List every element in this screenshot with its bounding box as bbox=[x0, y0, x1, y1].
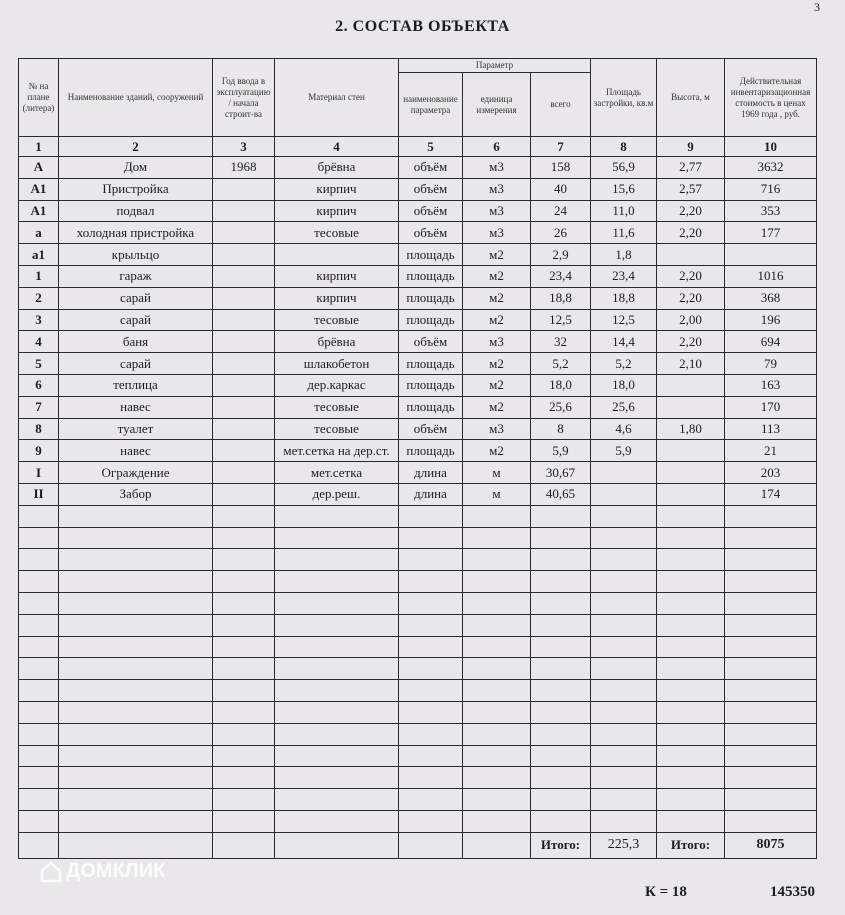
header-height: Высота, м bbox=[657, 59, 725, 137]
cell-unit: м2 bbox=[463, 374, 531, 396]
cell-lit: 1 bbox=[19, 265, 59, 287]
cell-lit: а bbox=[19, 222, 59, 244]
cell-unit: м2 bbox=[463, 309, 531, 331]
header-material: Материал стен bbox=[275, 59, 399, 137]
cell-cost: 174 bbox=[725, 483, 817, 505]
cell-height: 2,20 bbox=[657, 331, 725, 353]
cell-name: Дом bbox=[59, 157, 213, 179]
cell-height: 1,80 bbox=[657, 418, 725, 440]
table-row bbox=[19, 440, 817, 462]
empty-row bbox=[19, 636, 817, 658]
cell-area: 12,5 bbox=[591, 309, 657, 331]
cell-lit: 5 bbox=[19, 353, 59, 375]
cell-unit: м3 bbox=[463, 222, 531, 244]
cell-cost: 170 bbox=[725, 396, 817, 418]
cell-area: 14,4 bbox=[591, 331, 657, 353]
cell-unit: м2 bbox=[463, 396, 531, 418]
total-area-value: 225,3 bbox=[591, 832, 657, 858]
cell-height: 2,00 bbox=[657, 309, 725, 331]
column-number: 8 bbox=[591, 137, 657, 157]
cell-area: 18,8 bbox=[591, 287, 657, 309]
cell-name: Пристройка bbox=[59, 178, 213, 200]
cell-year bbox=[213, 222, 275, 244]
cell-height: 2,77 bbox=[657, 157, 725, 179]
cell-param: площадь bbox=[399, 353, 463, 375]
column-number: 9 bbox=[657, 137, 725, 157]
cell-cost: 79 bbox=[725, 353, 817, 375]
empty-row bbox=[19, 701, 817, 723]
table-row bbox=[19, 396, 817, 418]
object-composition-table bbox=[18, 58, 817, 859]
cell-param: площадь bbox=[399, 309, 463, 331]
cell-height bbox=[657, 462, 725, 484]
cell-unit: м2 bbox=[463, 440, 531, 462]
cell-total: 23,4 bbox=[531, 265, 591, 287]
column-number: 6 bbox=[463, 137, 531, 157]
table-row bbox=[19, 418, 817, 440]
cell-material: тесовые bbox=[275, 418, 399, 440]
cell-param: площадь bbox=[399, 440, 463, 462]
cell-year bbox=[213, 178, 275, 200]
cell-area: 25,6 bbox=[591, 396, 657, 418]
cell-year bbox=[213, 265, 275, 287]
cell-lit: 4 bbox=[19, 331, 59, 353]
cell-unit: м bbox=[463, 462, 531, 484]
house-logo-icon bbox=[40, 861, 62, 883]
empty-row bbox=[19, 614, 817, 636]
header-param-name: наименование параметра bbox=[399, 73, 463, 137]
header-unit: единица измерения bbox=[463, 73, 531, 137]
column-number: 7 bbox=[531, 137, 591, 157]
cell-param: объём bbox=[399, 178, 463, 200]
empty-row bbox=[19, 810, 817, 832]
cell-area: 11,0 bbox=[591, 200, 657, 222]
page-number: 3 bbox=[814, 0, 820, 14]
cell-total: 32 bbox=[531, 331, 591, 353]
empty-row bbox=[19, 745, 817, 767]
cell-year bbox=[213, 418, 275, 440]
cell-cost: 203 bbox=[725, 462, 817, 484]
cell-material: тесовые bbox=[275, 396, 399, 418]
cell-material: брёвна bbox=[275, 157, 399, 179]
cell-total: 40 bbox=[531, 178, 591, 200]
table-row bbox=[19, 462, 817, 484]
cell-lit: 2 bbox=[19, 287, 59, 309]
header-area: Площадь застройки, кв.м bbox=[591, 59, 657, 137]
cell-year: 1968 bbox=[213, 157, 275, 179]
cell-lit: А bbox=[19, 157, 59, 179]
cell-area: 15,6 bbox=[591, 178, 657, 200]
cell-lit: 3 bbox=[19, 309, 59, 331]
empty-row bbox=[19, 549, 817, 571]
table-row bbox=[19, 157, 817, 179]
cell-name: навес bbox=[59, 396, 213, 418]
column-number: 5 bbox=[399, 137, 463, 157]
table-row bbox=[19, 222, 817, 244]
cell-cost: 163 bbox=[725, 374, 817, 396]
empty-row bbox=[19, 505, 817, 527]
cell-lit: II bbox=[19, 483, 59, 505]
table-row bbox=[19, 353, 817, 375]
cell-total: 2,9 bbox=[531, 244, 591, 266]
cell-area: 11,6 bbox=[591, 222, 657, 244]
cell-name: туалет bbox=[59, 418, 213, 440]
table-row bbox=[19, 483, 817, 505]
empty-row bbox=[19, 571, 817, 593]
cell-name: Ограждение bbox=[59, 462, 213, 484]
table-row bbox=[19, 200, 817, 222]
header-cost: Действительная инвентаризационная стоимость в ценах 1969 года , руб. bbox=[725, 59, 817, 137]
cell-total: 8 bbox=[531, 418, 591, 440]
cell-unit: м3 bbox=[463, 157, 531, 179]
empty-row bbox=[19, 767, 817, 789]
cell-name: сарай bbox=[59, 353, 213, 375]
cell-material: кирпич bbox=[275, 178, 399, 200]
cell-height bbox=[657, 396, 725, 418]
table-row bbox=[19, 309, 817, 331]
total-cost-value: 8075 bbox=[725, 832, 817, 858]
cell-total: 18,8 bbox=[531, 287, 591, 309]
cell-area: 56,9 bbox=[591, 157, 657, 179]
header-total: всего bbox=[531, 73, 591, 137]
cell-param: площадь bbox=[399, 396, 463, 418]
cell-year bbox=[213, 440, 275, 462]
cell-year bbox=[213, 309, 275, 331]
cell-unit: м2 bbox=[463, 265, 531, 287]
cell-material bbox=[275, 244, 399, 266]
column-number: 4 bbox=[275, 137, 399, 157]
cell-param: длина bbox=[399, 462, 463, 484]
empty-row bbox=[19, 789, 817, 811]
cell-lit: 7 bbox=[19, 396, 59, 418]
cell-cost: 21 bbox=[725, 440, 817, 462]
cell-material: кирпич bbox=[275, 287, 399, 309]
cell-param: площадь bbox=[399, 244, 463, 266]
cell-area: 23,4 bbox=[591, 265, 657, 287]
header-param-group: Параметр bbox=[399, 59, 591, 73]
cell-name: сарай bbox=[59, 309, 213, 331]
cell-param: длина bbox=[399, 483, 463, 505]
column-number: 10 bbox=[725, 137, 817, 157]
cell-material: дер.реш. bbox=[275, 483, 399, 505]
cell-unit: м3 bbox=[463, 331, 531, 353]
cell-height bbox=[657, 244, 725, 266]
total-cost-label: Итого: bbox=[657, 832, 725, 858]
cell-cost bbox=[725, 244, 817, 266]
column-number: 2 bbox=[59, 137, 213, 157]
cell-param: объём bbox=[399, 157, 463, 179]
cell-param: площадь bbox=[399, 287, 463, 309]
header-year: Год ввода в эксплуатацию / начала строит-ва bbox=[213, 59, 275, 137]
cell-cost: 177 bbox=[725, 222, 817, 244]
column-number: 3 bbox=[213, 137, 275, 157]
cell-cost: 694 bbox=[725, 331, 817, 353]
cell-total: 26 bbox=[531, 222, 591, 244]
cell-year bbox=[213, 374, 275, 396]
cell-material: тесовые bbox=[275, 222, 399, 244]
cell-area: 1,8 bbox=[591, 244, 657, 266]
cell-unit: м3 bbox=[463, 418, 531, 440]
cell-unit: м3 bbox=[463, 178, 531, 200]
cell-height: 2,20 bbox=[657, 287, 725, 309]
cell-cost: 368 bbox=[725, 287, 817, 309]
cell-material: мет.сетка на дер.ст. bbox=[275, 440, 399, 462]
total-area-label: Итого: bbox=[531, 832, 591, 858]
cell-height: 2,20 bbox=[657, 200, 725, 222]
cell-lit: 8 bbox=[19, 418, 59, 440]
cell-year bbox=[213, 353, 275, 375]
cell-unit: м bbox=[463, 483, 531, 505]
totals-row bbox=[19, 832, 817, 858]
cell-material: кирпич bbox=[275, 200, 399, 222]
cell-cost: 3632 bbox=[725, 157, 817, 179]
cell-material: мет.сетка bbox=[275, 462, 399, 484]
header-lit: № на плане (литера) bbox=[19, 59, 59, 137]
cell-lit: 6 bbox=[19, 374, 59, 396]
cell-year bbox=[213, 396, 275, 418]
watermark-text: ДОМКЛИК bbox=[66, 860, 166, 882]
cell-name: Забор bbox=[59, 483, 213, 505]
table-row bbox=[19, 374, 817, 396]
cell-unit: м2 bbox=[463, 287, 531, 309]
cell-year bbox=[213, 483, 275, 505]
cell-lit: А1 bbox=[19, 200, 59, 222]
cell-total: 5,2 bbox=[531, 353, 591, 375]
cell-material: дер.каркас bbox=[275, 374, 399, 396]
cell-area: 5,9 bbox=[591, 440, 657, 462]
cell-total: 158 bbox=[531, 157, 591, 179]
cell-param: объём bbox=[399, 331, 463, 353]
table-row bbox=[19, 244, 817, 266]
cell-total: 5,9 bbox=[531, 440, 591, 462]
cell-param: площадь bbox=[399, 374, 463, 396]
cell-name: теплица bbox=[59, 374, 213, 396]
cell-height: 2,57 bbox=[657, 178, 725, 200]
recalculated-total: 145350 bbox=[770, 884, 815, 900]
cell-param: объём bbox=[399, 418, 463, 440]
empty-row bbox=[19, 658, 817, 680]
cell-total: 40,65 bbox=[531, 483, 591, 505]
cell-height bbox=[657, 374, 725, 396]
cell-material: шлакобетон bbox=[275, 353, 399, 375]
cell-area: 5,2 bbox=[591, 353, 657, 375]
cell-material: тесовые bbox=[275, 309, 399, 331]
cell-total: 24 bbox=[531, 200, 591, 222]
cell-param: объём bbox=[399, 200, 463, 222]
cell-cost: 196 bbox=[725, 309, 817, 331]
cell-unit: м3 bbox=[463, 200, 531, 222]
cell-year bbox=[213, 462, 275, 484]
cell-year bbox=[213, 200, 275, 222]
cell-total: 25,6 bbox=[531, 396, 591, 418]
cell-cost: 1016 bbox=[725, 265, 817, 287]
cell-lit: А1 bbox=[19, 178, 59, 200]
cell-name: гараж bbox=[59, 265, 213, 287]
header-name: Наименование зданий, сооружений bbox=[59, 59, 213, 137]
cell-height: 2,20 bbox=[657, 222, 725, 244]
cell-area: 4,6 bbox=[591, 418, 657, 440]
cell-year bbox=[213, 331, 275, 353]
cell-total: 30,67 bbox=[531, 462, 591, 484]
table-row bbox=[19, 331, 817, 353]
cell-name: навес bbox=[59, 440, 213, 462]
cell-cost: 716 bbox=[725, 178, 817, 200]
empty-row bbox=[19, 680, 817, 702]
cell-name: холодная пристройка bbox=[59, 222, 213, 244]
cell-height: 2,20 bbox=[657, 265, 725, 287]
empty-row bbox=[19, 527, 817, 549]
column-number: 1 bbox=[19, 137, 59, 157]
cell-name: крыльцо bbox=[59, 244, 213, 266]
table-row bbox=[19, 287, 817, 309]
cell-lit: I bbox=[19, 462, 59, 484]
coefficient-label: К = 18 bbox=[645, 884, 687, 900]
cell-cost: 353 bbox=[725, 200, 817, 222]
cell-name: сарай bbox=[59, 287, 213, 309]
table-row bbox=[19, 178, 817, 200]
cell-area: 18,0 bbox=[591, 374, 657, 396]
empty-row bbox=[19, 723, 817, 745]
cell-material: брёвна bbox=[275, 331, 399, 353]
cell-cost: 113 bbox=[725, 418, 817, 440]
table-row bbox=[19, 265, 817, 287]
cell-height bbox=[657, 483, 725, 505]
cell-height: 2,10 bbox=[657, 353, 725, 375]
cell-year bbox=[213, 287, 275, 309]
cell-material: кирпич bbox=[275, 265, 399, 287]
cell-lit: 9 bbox=[19, 440, 59, 462]
page-title: 2. СОСТАВ ОБЪЕКТА bbox=[335, 18, 510, 35]
cell-param: объём bbox=[399, 222, 463, 244]
cell-year bbox=[213, 244, 275, 266]
cell-area bbox=[591, 483, 657, 505]
cell-name: баня bbox=[59, 331, 213, 353]
empty-row bbox=[19, 592, 817, 614]
cell-total: 12,5 bbox=[531, 309, 591, 331]
cell-total: 18,0 bbox=[531, 374, 591, 396]
cell-area bbox=[591, 462, 657, 484]
cell-param: площадь bbox=[399, 265, 463, 287]
cell-lit: а1 bbox=[19, 244, 59, 266]
watermark bbox=[40, 860, 165, 883]
cell-name: подвал bbox=[59, 200, 213, 222]
cell-unit: м2 bbox=[463, 353, 531, 375]
cell-unit: м2 bbox=[463, 244, 531, 266]
cell-height bbox=[657, 440, 725, 462]
